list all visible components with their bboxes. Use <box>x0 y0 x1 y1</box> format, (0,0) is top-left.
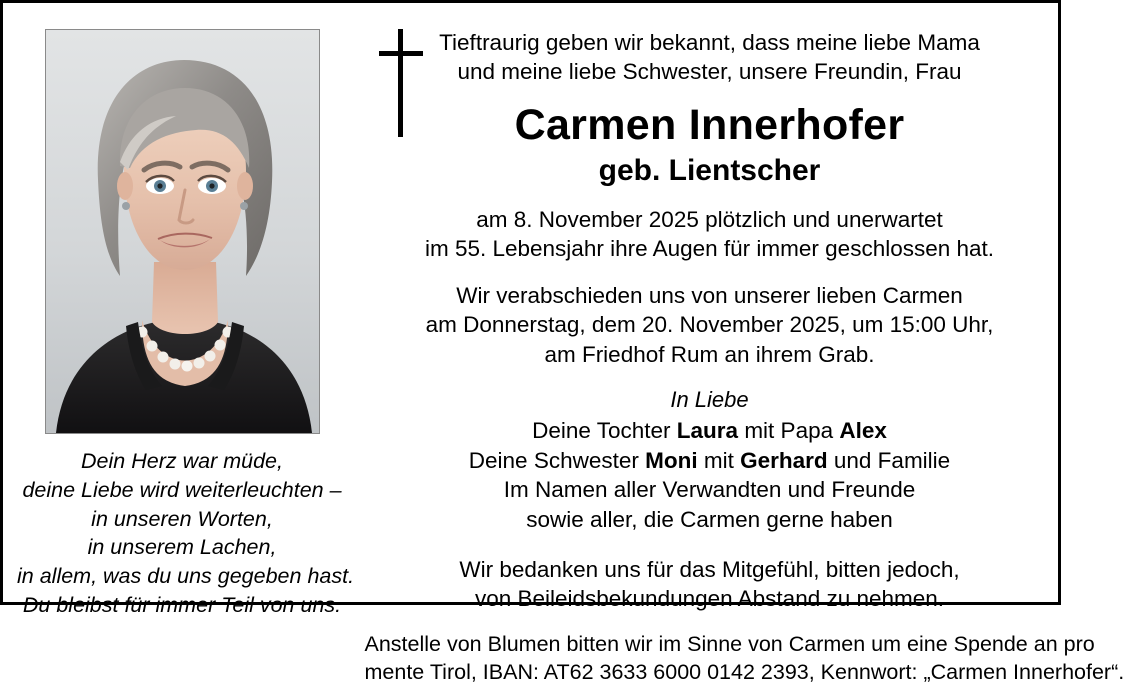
portrait-photo <box>46 30 319 433</box>
left-column <box>3 3 361 617</box>
deceased-name: Carmen Innerhofer <box>514 100 905 149</box>
funeral-info-line-1: Wir verabschieden uns von unserer lieben Carmen <box>456 283 963 309</box>
family-line-1: Deine Tochter Laura mit Papa Alex <box>532 417 887 443</box>
deceased-maiden-name: geb. Lientscher <box>598 153 821 187</box>
donation-line-1: Anstelle von Blumen bitten wir im Sinne von Carmen um eine Spende an pro <box>364 632 1095 657</box>
family-line-4: sowie aller, die Carmen gerne haben <box>526 507 893 533</box>
portrait-frame <box>45 29 320 434</box>
intro-line-2: und meine liebe Schwester, unsere Freundin, Frau <box>457 58 962 84</box>
verse-line-1: Dein Herz war müde, <box>81 449 283 473</box>
verse-line-4: in unserem Lachen, <box>87 535 277 560</box>
intro-line-1: Tieftraurig geben wir bekannt, dass meine liebe Mama <box>439 30 980 55</box>
thanks-line-1: Wir bedanken uns für das Mitgefühl, bitten jedoch, <box>459 556 960 582</box>
intro-text <box>390 29 1030 87</box>
funeral-info <box>361 281 1058 369</box>
verse-line-2: deine Liebe wird weiterleuchten – <box>22 477 342 502</box>
family-line-2: Deine Schwester Moni mit Gerhard und Familie <box>468 447 951 473</box>
verse-line-5: in allem, was du uns gegeben hast. <box>17 564 355 589</box>
verse-line-6: Du bleibst für immer Teil von uns. <box>22 592 342 617</box>
funeral-info-line-3: am Friedhof Rum an ihrem Grab. <box>544 341 875 367</box>
in-love-label: In Liebe <box>670 386 749 412</box>
right-column <box>361 3 1124 685</box>
thanks-text <box>361 555 1058 614</box>
earring-left <box>122 202 130 210</box>
death-info-line-1: am 8. November 2025 plötzlich und unerwartet <box>476 206 943 232</box>
donation-info <box>364 631 1124 687</box>
family-list <box>361 416 1058 535</box>
earring-right <box>240 202 248 210</box>
christian-cross-icon <box>379 29 423 137</box>
family-line-3: Im Namen aller Verwandten und Freunde <box>503 477 916 503</box>
death-info-line-2: im 55. Lebensjahr ihre Augen für immer geschlossen hat. <box>424 235 995 261</box>
funeral-info-line-2: am Donnerstag, dem 20. November 2025, um 15:00 Uhr, <box>425 312 994 338</box>
verse-line-3: in unseren Worten, <box>91 506 273 531</box>
donation-line-2: mente Tirol, IBAN: AT62 3633 6000 0142 2393, Kennwort: „Carmen Innerhofer“. <box>364 660 1124 685</box>
memorial-verse <box>17 447 355 620</box>
death-info <box>361 205 1058 264</box>
thanks-line-2: von Beileidsbekundungen Abstand zu nehmen. <box>474 585 945 611</box>
